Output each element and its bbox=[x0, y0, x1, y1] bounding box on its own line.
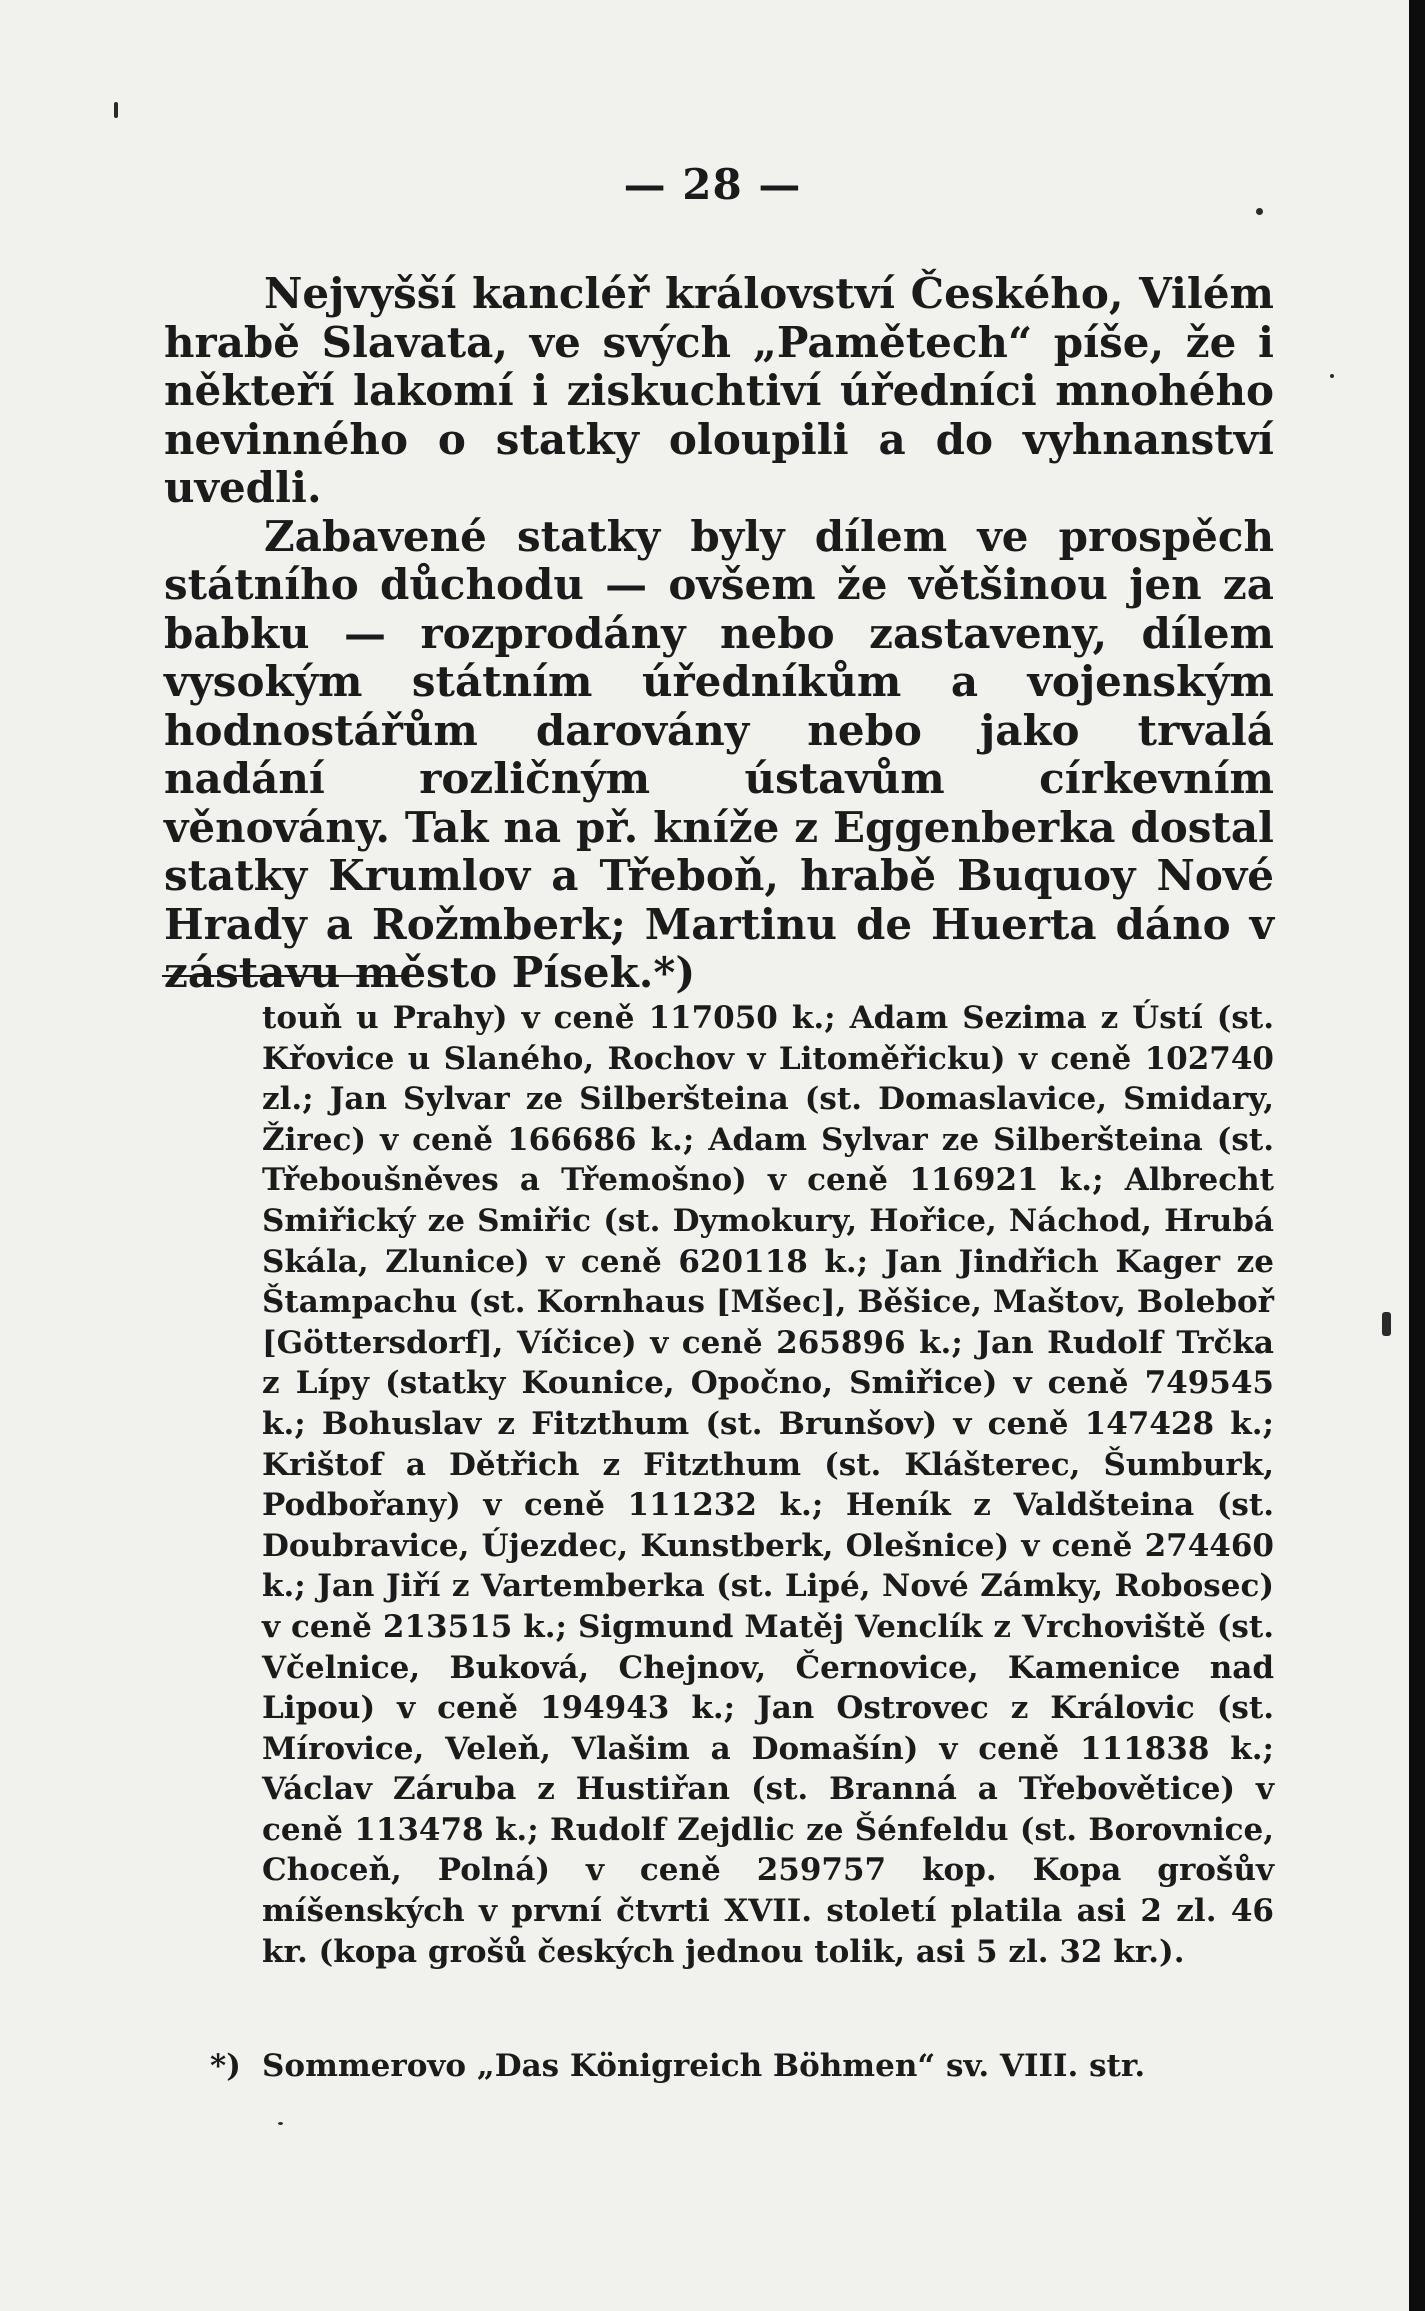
scan-speck bbox=[1382, 1312, 1391, 1336]
footnote-continuation-text: touň u Prahy) v ceně 117050 k.; Adam Sezima z Ústí (st. Křovice u Slaného, Rochov v Litoměřicku) v ceně 102740 zl.; Jan Sylvar ze Silberšteina (st. Domaslavice, Smidary, Žirec) v ceně 166686 k.; Adam Sylvar ze Silberšteina (st. Třeboušněves a Třemošno) v ceně 116921 k.; Albrecht Smiřický ze Smiřic (st. Dymokury, Hořice, Náchod, Hrubá Skála, Zlunice) v ceně 620118 k.; Jan Jindřich Kager ze Štampachu (st. Kornhaus [Mšec], Běšice, Maštov, Boleboř [Göttersdorf], Víčice) v ceně 265896 k.; Jan Rudolf Trčka z Lípy (statky Kounice, Opočno, Smiřice) v ceně 749545 k.; Bohuslav z Fitzthum (st. Brunšov) v ceně 147428 k.; Krištof a Dětřich z Fitzthum (st. Klášterec, Šumburk, Podbořany) v ceně 111232 k.; Heník z Valdšteina (st. Doubravice, Újezdec, Kunstberk, Olešnice) v ceně 274460 k.; Jan Jiří z Vartemberka (st. Lipé, Nové Zámky, Robosec) v ceně 213515 k.; Sigmund Matěj Venclík z Vrchoviště (st. Včelnice, Buková, Chejnov, Černovice, Kamenice nad Lipou) v ceně 194943 k.; Jan Ostrovec z Královic (st. Mírovice, Veleň, Vlašim a Domašín) v ceně 111838 k.; Václav Záruba z Hustiřan (st. Branná a Třebovětice) v ceně 113478 k.; Rudolf Zejdlic ze Šénfeldu (st. Borovnice, Choceň, Polná) v ceně 259757 kop. Kopa grošův míšenských v první čtvrti XVII. století platila asi 2 zl. 46 kr. (kopa grošů českých jednou tolik, asi 5 zl. 32 kr.). bbox=[262, 1000, 1274, 1970]
scan-speck bbox=[1330, 374, 1334, 378]
scan-edge-border bbox=[1409, 0, 1425, 2311]
scan-speck bbox=[114, 102, 118, 118]
paragraph-1: Nejvyšší kancléř království Českého, Vilém hrabě Slavata, ve svých „Pamětech“ píše, že i někteří lakomí i ziskuchtiví úředníci mnohého nevinného o statky oloupili a do vyhnanství uvedli. bbox=[164, 269, 1274, 512]
footnote-continuation bbox=[262, 998, 1274, 1972]
footnote-reference-text: Sommerovo „Das Königreich Böhmen“ sv. VIII. str. bbox=[262, 2048, 1146, 2084]
main-body-text bbox=[164, 270, 1274, 998]
footnote-divider bbox=[162, 975, 412, 977]
page-number: — 28 — bbox=[623, 160, 802, 209]
footnote-reference bbox=[210, 2046, 1280, 2086]
scan-speck bbox=[278, 2122, 283, 2125]
scan-speck bbox=[1256, 208, 1263, 215]
paragraph-2: Zabavené statky byly dílem ve prospěch státního důchodu — ovšem že většinou jen za babku — rozprodány nebo zastaveny, dílem vysokým státním úředníkům a vojenským hodnostářům darovány nebo jako trvalá nadání rozličným ústavům církevním věnovány. Tak na př. kníže z Eggenberka dostal statky Krumlov a Třeboň, hrabě Buquoy Nové Hrady a Rožmberk; Martinu de Huerta dáno v zástavu město Písek.*) bbox=[164, 511, 1274, 997]
footnote-asterisk-mark: *) bbox=[210, 2048, 241, 2084]
